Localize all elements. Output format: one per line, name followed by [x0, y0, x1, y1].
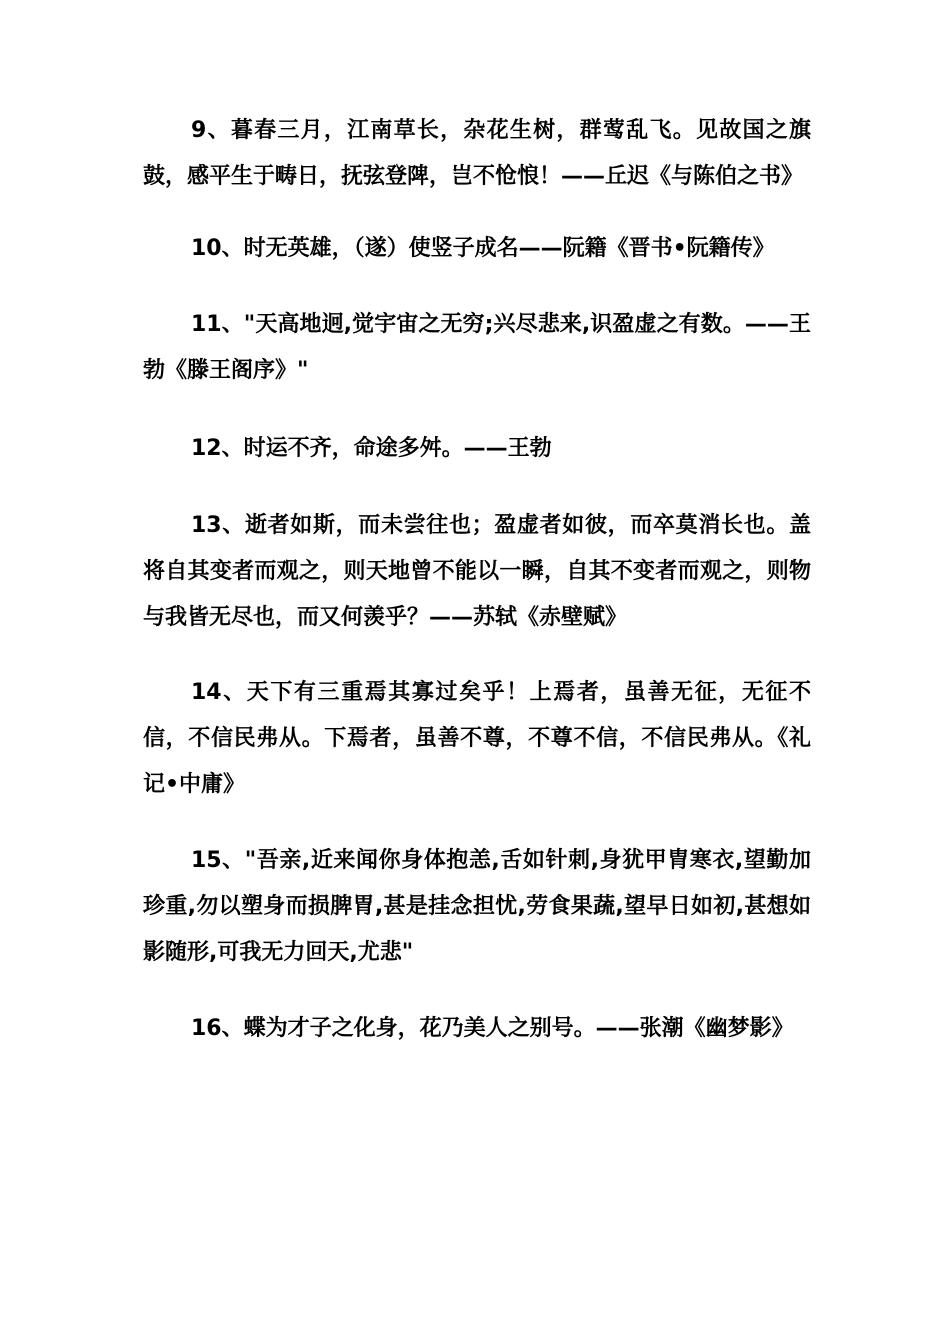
- quote-paragraph-15: 15、"吾亲,近来闻你身体抱恙,舌如针刺,身犹甲胄寒衣,望勤加珍重,勿以塑身而损脾胃,甚是挂念担忧,劳食果蔬,望早日如初,甚想如影随形,可我无力回天,尤悲": [143, 848, 811, 965]
- quote-paragraph-9: 9、暮春三月，江南草长，杂花生树，群莺乱飞。见故国之旗鼓，感平生于畴日，抚弦登陴，岂不怆悢！——丘迟《与陈伯之书》: [143, 118, 811, 189]
- quote-paragraph-12: 12、时运不齐，命途多舛。——王勃: [191, 436, 552, 461]
- document-body: [143, 108, 811, 1052]
- quote-paragraph-11: 11、"天高地迥,觉宇宙之无穷;兴尽悲来,识盈虚之有数。——王勃《滕王阁序》": [143, 312, 811, 383]
- quote-paragraph-14: 14、天下有三重焉其寡过矣乎！上焉者，虽善无征，无征不信，不信民弗从。下焉者，虽善不尊，不尊不信，不信民弗从。《礼记•中庸》: [143, 680, 811, 797]
- quote-paragraph-10: 10、时无英雄，（遂）使竖子成名——阮籍《晋书•阮籍传》: [191, 236, 775, 261]
- quote-paragraph-16: 16、蝶为才子之化身，花乃美人之别号。——张潮《幽梦影》: [191, 1016, 794, 1041]
- quote-paragraph-13: 13、逝者如斯，而未尝往也；盈虚者如彼，而卒莫消长也。盖将自其变者而观之，则天地曾不能以一瞬，自其不变者而观之，则物与我皆无尽也，而又何羡乎？——苏轼《赤壁赋》: [143, 513, 811, 630]
